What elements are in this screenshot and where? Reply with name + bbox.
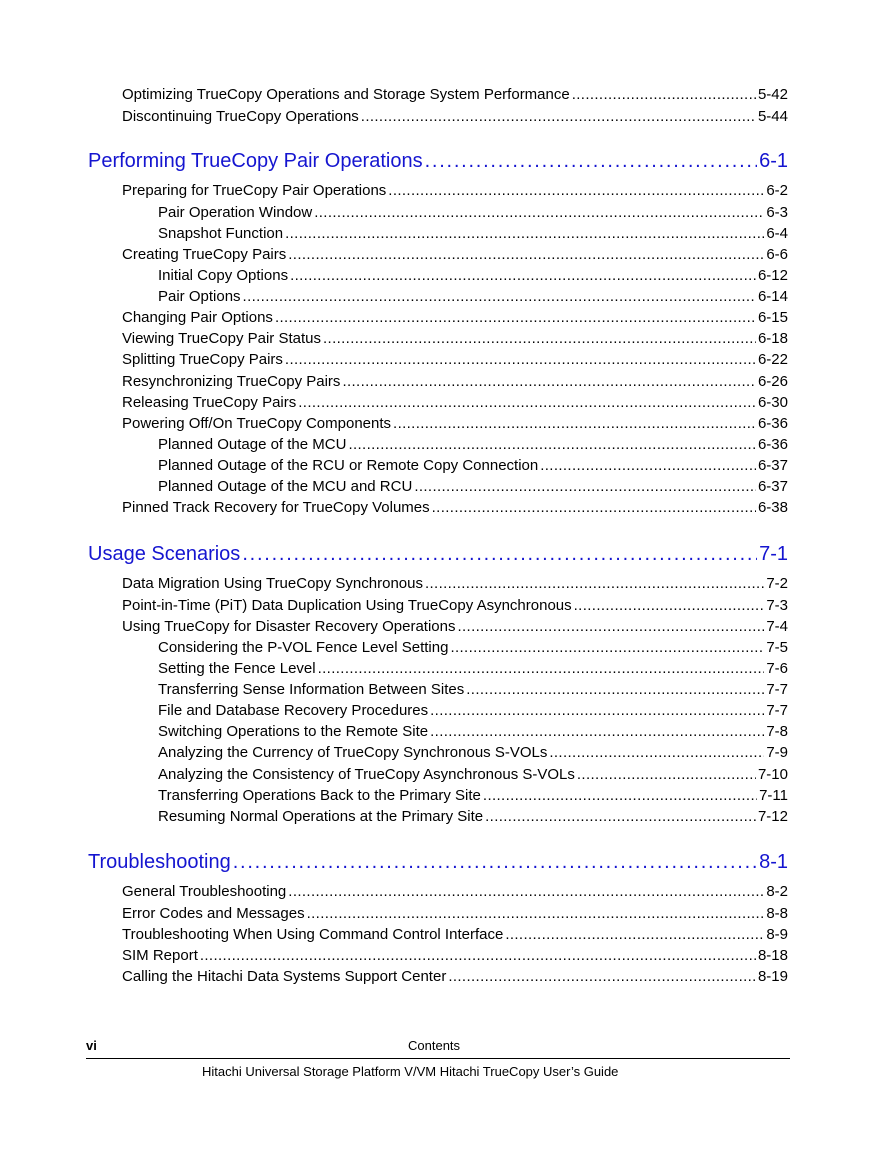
toc-entry-title: Snapshot Function (158, 225, 284, 242)
toc-dot-leader (414, 478, 756, 495)
toc-entry-title: Powering Off/On TrueCopy Components (122, 415, 392, 432)
toc-entry[interactable] (158, 744, 788, 761)
toc-entry-page: 5-42 (757, 86, 788, 103)
toc-dot-leader (243, 288, 756, 305)
toc-entry-title: Resynchronizing TrueCopy Pairs (122, 373, 341, 390)
toc-entry[interactable] (122, 575, 788, 592)
toc-entry[interactable] (158, 723, 788, 740)
toc-entry-page: 7-3 (766, 597, 788, 614)
toc-entry[interactable] (122, 905, 788, 922)
toc-dot-leader (425, 575, 764, 592)
toc-entry-page: 6-37 (757, 457, 788, 474)
toc-entry-title: Planned Outage of the RCU or Remote Copy Connection (158, 457, 539, 474)
toc-entry-title: Transferring Sense Information Between Sites (158, 681, 465, 698)
toc-entry-title: Switching Operations to the Remote Site (158, 723, 429, 740)
toc-entry[interactable] (122, 499, 788, 516)
toc-entry[interactable] (122, 351, 788, 368)
toc-entry[interactable] (122, 597, 788, 614)
toc-entry-title: SIM Report (122, 947, 198, 964)
toc-entry-title: Setting the Fence Level (158, 660, 316, 677)
toc-dot-leader (485, 808, 756, 825)
toc-dot-leader (466, 681, 764, 698)
toc-entry[interactable] (158, 436, 788, 453)
footer-rule (86, 1058, 790, 1059)
toc-dot-leader (242, 543, 757, 566)
toc-dot-leader (549, 744, 764, 761)
toc-dot-leader (457, 618, 764, 635)
toc-dot-leader (572, 86, 756, 103)
footer-page-number: vi (86, 1038, 97, 1053)
toc-entry-page: 6-3 (766, 204, 788, 221)
toc-chapter-entry[interactable] (88, 543, 788, 566)
toc-entry-title: Troubleshooting When Using Command Control Interface (122, 926, 504, 943)
toc-entry-title: Considering the P-VOL Fence Level Setting (158, 639, 449, 656)
toc-entry-title: Creating TrueCopy Pairs (122, 246, 287, 263)
toc-entry-page: 8-19 (757, 968, 788, 985)
toc-dot-leader (285, 225, 764, 242)
toc-dot-leader (393, 415, 756, 432)
toc-entry[interactable] (158, 766, 788, 783)
toc-dot-leader (298, 394, 756, 411)
toc-dot-leader (290, 267, 756, 284)
toc-entry-title: Changing Pair Options (122, 309, 273, 326)
toc-entry-page: 5-44 (757, 108, 788, 125)
toc-dot-leader (450, 639, 764, 656)
toc-entry-title: Troubleshooting (88, 851, 231, 873)
toc-entry[interactable] (122, 883, 788, 900)
toc-dot-leader (430, 723, 764, 740)
toc-dot-leader (275, 309, 756, 326)
toc-entry[interactable] (122, 182, 788, 199)
toc-entry-page: 6-36 (757, 415, 788, 432)
toc-entry-page: 8-18 (757, 947, 788, 964)
toc-entry-page: 7-9 (766, 744, 788, 761)
toc-entry[interactable] (122, 246, 788, 263)
toc-entry-title: Pinned Track Recovery for TrueCopy Volumes (122, 499, 430, 516)
toc-entry[interactable] (158, 225, 788, 242)
toc-entry-page: 6-15 (757, 309, 788, 326)
toc-entry-page: 7-4 (766, 618, 788, 635)
footer-book-title: Hitachi Universal Storage Platform V/VM Hitachi TrueCopy User’s Guide (202, 1064, 619, 1079)
toc-dot-leader (361, 108, 756, 125)
toc-entry[interactable] (122, 108, 788, 125)
toc-entry-page: 6-18 (757, 330, 788, 347)
toc-entry-page: 7-12 (757, 808, 788, 825)
toc-entry-title: Discontinuing TrueCopy Operations (122, 108, 359, 125)
toc-entry-page: 7-5 (766, 639, 788, 656)
toc-dot-leader (318, 660, 765, 677)
toc-dot-leader (425, 150, 758, 173)
toc-dot-leader (288, 883, 764, 900)
toc-entry-title: Planned Outage of the MCU and RCU (158, 478, 413, 495)
toc-entry[interactable] (158, 457, 788, 474)
toc-entry[interactable] (158, 702, 788, 719)
toc-entry-title: Splitting TrueCopy Pairs (122, 351, 283, 368)
toc-dot-leader (348, 436, 756, 453)
toc-entry-page: 6-36 (757, 436, 788, 453)
toc-entry-page: 6-38 (757, 499, 788, 516)
toc-entry-page: 8-8 (766, 905, 788, 922)
toc-entry[interactable] (122, 373, 788, 390)
toc-entry-title: Resuming Normal Operations at the Primary Site (158, 808, 484, 825)
toc-entry[interactable] (122, 947, 788, 964)
toc-entry[interactable] (158, 639, 788, 656)
toc-entry[interactable] (122, 394, 788, 411)
toc-entry-page: 7-6 (766, 660, 788, 677)
toc-entry-page: 6-6 (766, 246, 788, 263)
toc-entry-page: 6-26 (757, 373, 788, 390)
toc-entry-page: 7-8 (766, 723, 788, 740)
toc-entry-title: Performing TrueCopy Pair Operations (88, 150, 423, 172)
toc-entry-page: 8-2 (766, 883, 788, 900)
toc-entry-title: Point-in-Time (PiT) Data Duplication Using TrueCopy Asynchronous (122, 597, 572, 614)
toc-chapter-entry[interactable] (88, 851, 788, 874)
toc-dot-leader (288, 246, 764, 263)
toc-entry-page: 7-7 (766, 681, 788, 698)
toc-entry[interactable] (122, 926, 788, 943)
toc-entry-page: 6-14 (757, 288, 788, 305)
toc-entry[interactable] (158, 267, 788, 284)
toc-dot-leader (307, 905, 765, 922)
toc-entry-title: Data Migration Using TrueCopy Synchronous (122, 575, 423, 592)
toc-dot-leader (430, 702, 764, 719)
toc-entry-title: Releasing TrueCopy Pairs (122, 394, 297, 411)
toc-entry-page: 7-2 (766, 575, 788, 592)
toc-dot-leader (314, 204, 764, 221)
toc-entry-title: Error Codes and Messages (122, 905, 305, 922)
toc-dot-leader (505, 926, 764, 943)
toc-entry[interactable] (122, 86, 788, 103)
toc-entry[interactable] (158, 787, 788, 804)
toc-entry[interactable] (158, 204, 788, 221)
toc-entry-title: Viewing TrueCopy Pair Status (122, 330, 321, 347)
toc-entry[interactable] (122, 415, 788, 432)
toc-entry-page: 8-9 (766, 926, 788, 943)
toc-dot-leader (540, 457, 756, 474)
toc-entry[interactable] (122, 309, 788, 326)
toc-entry-page: 7-10 (757, 766, 788, 783)
toc-entry[interactable] (158, 681, 788, 698)
toc-entry-page: 6-22 (757, 351, 788, 368)
toc-entry-title: Analyzing the Consistency of TrueCopy Asynchronous S-VOLs (158, 766, 575, 783)
toc-entry-page: 6-1 (759, 150, 788, 172)
toc-entry-page: 7-7 (766, 702, 788, 719)
toc-entry-title: Planned Outage of the MCU (158, 436, 347, 453)
toc-entry[interactable] (158, 660, 788, 677)
toc-entry-title: Transferring Operations Back to the Primary Site (158, 787, 481, 804)
toc-entry-title: Initial Copy Options (158, 267, 289, 284)
toc-entry[interactable] (122, 330, 788, 347)
toc-entry-title: Pair Options (158, 288, 241, 305)
toc-dot-leader (483, 787, 757, 804)
toc-entry-page: 8-1 (759, 851, 788, 873)
toc-entry[interactable] (158, 288, 788, 305)
toc-entry-page: 7-11 (759, 787, 788, 804)
toc-dot-leader (577, 766, 756, 783)
toc-entry-title: General Troubleshooting (122, 883, 287, 900)
footer-section: Contents (408, 1038, 461, 1053)
toc-dot-leader (233, 851, 757, 874)
toc-entry-page: 6-2 (766, 182, 788, 199)
toc-entry[interactable] (122, 968, 788, 985)
toc-dot-leader (200, 947, 756, 964)
toc-entry-page: 6-37 (757, 478, 788, 495)
toc-entry-page: 6-4 (766, 225, 788, 242)
toc-entry-title: Analyzing the Currency of TrueCopy Synchronous S-VOLs (158, 744, 548, 761)
toc-entry-title: File and Database Recovery Procedures (158, 702, 429, 719)
toc-entry-title: Calling the Hitachi Data Systems Support Center (122, 968, 447, 985)
toc-entry-title: Optimizing TrueCopy Operations and Storage System Performance (122, 86, 570, 103)
toc-entry-title: Usage Scenarios (88, 543, 241, 565)
toc-entry[interactable] (158, 478, 788, 495)
toc-entry[interactable] (158, 808, 788, 825)
toc-dot-leader (448, 968, 756, 985)
toc-entry-page: 6-12 (757, 267, 788, 284)
toc-dot-leader (285, 351, 756, 368)
toc-entry[interactable] (122, 618, 788, 635)
toc-entry-page: 7-1 (759, 543, 788, 565)
toc-dot-leader (574, 597, 765, 614)
toc-dot-leader (342, 373, 756, 390)
toc-dot-leader (323, 330, 756, 347)
toc-entry-title: Preparing for TrueCopy Pair Operations (122, 182, 387, 199)
toc-dot-leader (432, 499, 756, 516)
toc-chapter-entry[interactable] (88, 150, 788, 173)
toc-dot-leader (388, 182, 764, 199)
toc-entry-title: Using TrueCopy for Disaster Recovery Operations (122, 618, 456, 635)
toc-entry-page: 6-30 (757, 394, 788, 411)
toc-entry-title: Pair Operation Window (158, 204, 313, 221)
